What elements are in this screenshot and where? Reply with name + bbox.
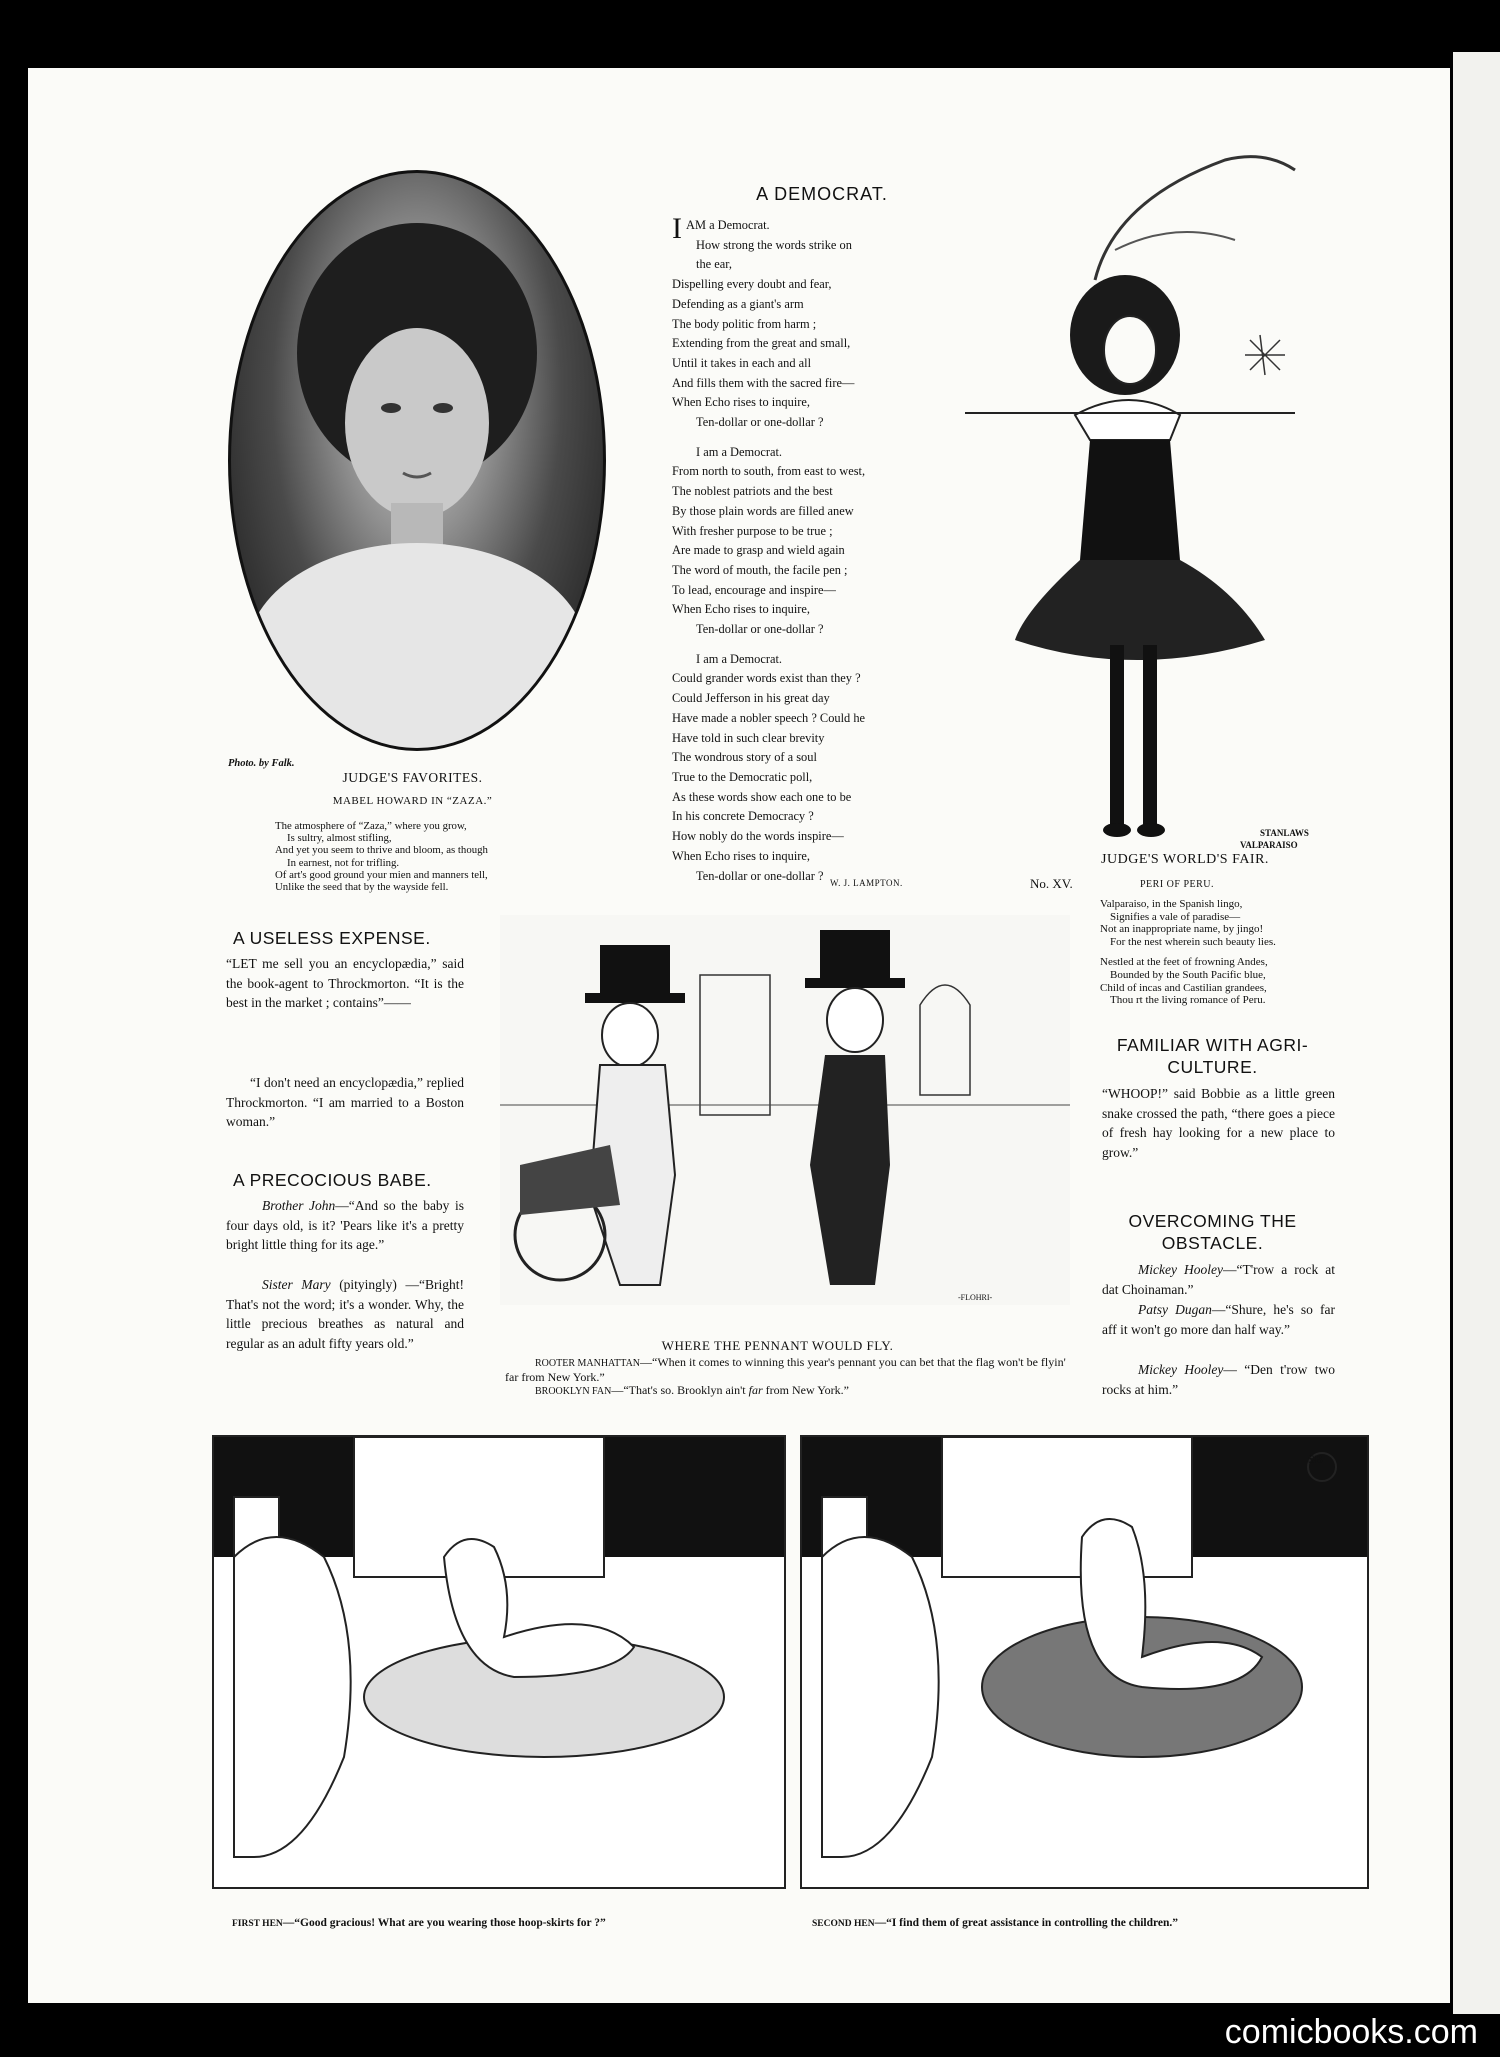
verse-line: For the nest wherein such beauty lies. — [1110, 935, 1276, 948]
poem-line: As these words show each one to be — [672, 789, 852, 804]
precocious-p2 — [226, 1275, 464, 1353]
hen-panel-2 — [800, 1435, 1369, 1889]
verse-line: Bounded by the South Pacific blue, — [1110, 968, 1266, 981]
favorites-verse — [275, 820, 605, 893]
poem-line: AM a Democrat. — [686, 218, 770, 232]
verse-line: Is sultry, almost stifling, — [287, 832, 392, 845]
poem-line: Dispelling every doubt and fear, — [672, 277, 832, 292]
precocious-title: A PRECOCIOUS BABE. — [233, 1170, 432, 1190]
obstacle-p3 — [1102, 1360, 1335, 1399]
poem-line: Have told in such clear brevity — [672, 730, 825, 745]
precocious-p1 — [226, 1196, 464, 1255]
speaker-name: Patsy Dugan — [1138, 1302, 1212, 1317]
verse-line: In earnest, not for trifling. — [287, 856, 400, 869]
poem-line: From north to south, from east to west, — [672, 464, 866, 479]
verse-line: Nestled at the feet of frowning Andes, — [1100, 956, 1268, 969]
poem-line: the ear, — [696, 257, 732, 272]
poem-line: Have made a nobler speech ? Could he — [672, 710, 866, 725]
poem-line: With fresher purpose to be true ; — [672, 523, 833, 538]
speaker-name: Mickey Hooley — [1138, 1262, 1223, 1277]
dialogue: —“When it comes to winning this year's pennant you can bet that the flag won't be flyin' far from New York.” — [505, 1355, 1066, 1384]
worlds-fair-title: JUDGE'S WORLD'S FAIR. — [1101, 852, 1269, 867]
drop-cap: I — [672, 212, 682, 245]
poem-line: The word of mouth, the facile pen ; — [672, 562, 848, 577]
title-line: OBSTACLE. — [1161, 1233, 1264, 1253]
poem-line: How strong the words strike on — [696, 237, 852, 252]
artist-signature: STANLAWS — [1260, 828, 1309, 838]
title-line: FAMILIAR WITH AGRI- — [1116, 1035, 1309, 1055]
verse-line: Child of incas and Castilian grandees, — [1100, 981, 1267, 994]
hen-caption-2 — [812, 1917, 1372, 1929]
poem-line: Could Jefferson in his great day — [672, 691, 830, 706]
poem-line: When Echo rises to inquire, — [672, 395, 810, 410]
poem-line: When Echo rises to inquire, — [672, 848, 810, 863]
poem-line: By those plain words are filled anew — [672, 503, 854, 518]
title-line: CULTURE. — [1167, 1057, 1258, 1077]
worlds-fair-subtitle: PERI OF PERU. — [1140, 879, 1215, 890]
title-line: OVERCOMING THE — [1128, 1211, 1297, 1231]
verse-line: Thou rt the living romance of Peru. — [1110, 994, 1266, 1007]
verse-line: And yet you seem to thrive and bloom, as though — [275, 844, 488, 857]
verse-line: Unlike the seed that by the wayside fell. — [275, 881, 449, 894]
familiar-title — [1090, 1034, 1335, 1078]
poem-line: The body politic from harm ; — [672, 316, 817, 331]
pennant-caption — [505, 1356, 1070, 1399]
poem-line: True to the Democratic poll, — [672, 769, 813, 784]
poem-line: I am a Democrat. — [696, 651, 783, 666]
poem-line: How nobly do the words inspire— — [672, 829, 844, 844]
poem-line: And fills them with the sacred fire— — [672, 375, 855, 390]
next-page-edge — [1453, 52, 1500, 2014]
democrat-title: A DEMOCRAT. — [756, 184, 888, 204]
speaker-name: BROOKLYN FAN — [535, 1386, 612, 1397]
dialogue: from New York.” — [762, 1383, 849, 1397]
dialogue: (pityingly) —“Bright! That's not the word; it's a wonder. Why, the little precious breathes as natural and regular as an adult fifty years old.” — [226, 1277, 465, 1351]
verse-line: Of art's good ground your mien and manners tell, — [275, 868, 488, 881]
poem-line: Ten-dollar or one-dollar ? — [696, 868, 824, 883]
photo-credit: Photo. by Falk. — [228, 758, 295, 769]
useless-p1: “LET me sell you an encyclopædia,” said the book-agent to Throckmorton. “It is the best in the market ; contains”—— — [226, 956, 464, 1011]
place-label: VALPARAISO — [1240, 840, 1298, 850]
poem-line: Are made to grasp and wield again — [672, 543, 845, 558]
verse-line: Valparaiso, in the Spanish lingo, — [1100, 898, 1243, 910]
speaker-name: Sister Mary — [262, 1277, 331, 1292]
obstacle-p2 — [1102, 1300, 1335, 1339]
dialogue: —“T'row a rock at dat Choinaman.” — [1102, 1262, 1336, 1297]
poem-author: W. J. LAMPTON. — [830, 878, 903, 888]
worlds-fair-verse — [1100, 898, 1370, 1007]
poem-line: Until it takes in each and all — [672, 355, 812, 370]
favorites-title: JUDGE'S FAVORITES. — [342, 770, 483, 785]
speaker-name: FIRST HEN — [232, 1919, 283, 1929]
emphasis: far — [748, 1383, 763, 1397]
speaker-name: SECOND HEN — [812, 1919, 875, 1929]
pennant-cartoon — [500, 915, 1070, 1305]
poem-line: In his concrete Democracy ? — [672, 809, 814, 824]
dialogue: —“Good gracious! What are you wearing those hoop-skirts for ?” — [282, 1917, 606, 1929]
dialogue: —“I find them of great assistance in controlling the children.” — [874, 1917, 1179, 1929]
dialogue: —“And so the baby is four days old, is it? 'Pears like it's a pretty bright little thing for its age.” — [226, 1198, 464, 1253]
poem-line: When Echo rises to inquire, — [672, 602, 810, 617]
speaker-name: ROOTER MANHATTAN — [535, 1358, 641, 1369]
poem-line: Defending as a giant's arm — [672, 296, 804, 311]
hen-caption-1 — [232, 1917, 792, 1929]
familiar-text: “WHOOP!” said Bobbie as a little green snake crossed the path, “there goes a piece of fresh hay looking for a new place to grow.” — [1102, 1086, 1335, 1160]
poem-line: Could grander words exist than they ? — [672, 671, 861, 686]
verse-line: Not an inappropriate name, by jingo! — [1100, 923, 1264, 936]
democrat-poem — [672, 212, 962, 886]
poem-line: I am a Democrat. — [696, 444, 783, 459]
poem-line: The wondrous story of a soul — [672, 750, 817, 765]
poem-line: To lead, encourage and inspire— — [672, 582, 836, 597]
speaker-name: Mickey Hooley — [1138, 1362, 1224, 1377]
worlds-fair-number: No. XV. — [1030, 876, 1073, 891]
peri-of-peru-illustration — [965, 140, 1325, 840]
verse-line: The atmosphere of “Zaza,” where you grow, — [275, 820, 467, 832]
poem-line: The noblest patriots and the best — [672, 484, 833, 499]
obstacle-p1 — [1102, 1260, 1335, 1299]
verse-line: Signifies a vale of paradise— — [1110, 910, 1241, 923]
useless-p2: “I don't need an encyclopædia,” replied Throckmorton. “I am married to a Boston woman.” — [226, 1075, 464, 1130]
useless-title: A USELESS EXPENSE. — [233, 928, 431, 948]
hen-panel-1 — [212, 1435, 786, 1889]
obstacle-title — [1090, 1210, 1335, 1254]
poem-line: Extending from the great and small, — [672, 336, 851, 351]
dialogue: — “Den t'row two rocks at him.” — [1102, 1362, 1335, 1397]
portrait-photo — [228, 170, 606, 751]
site-watermark: comicbooks.com — [1224, 2013, 1478, 2051]
monogram: SB — [1308, 1452, 1323, 1466]
dialogue: —“Shure, he's so far aff it won't go more dan half way.” — [1102, 1302, 1335, 1337]
cartoon-signature: -FLOHRI- — [958, 1293, 993, 1302]
poem-line: Ten-dollar or one-dollar ? — [696, 415, 824, 430]
speaker-name: Brother John — [262, 1198, 336, 1213]
pennant-title: WHERE THE PENNANT WOULD FLY. — [661, 1338, 894, 1353]
dialogue: —“That's so. Brooklyn ain't — [611, 1383, 749, 1397]
poem-line: Ten-dollar or one-dollar ? — [696, 622, 824, 637]
favorites-subtitle: MABEL HOWARD IN “ZAZA.” — [332, 795, 493, 807]
